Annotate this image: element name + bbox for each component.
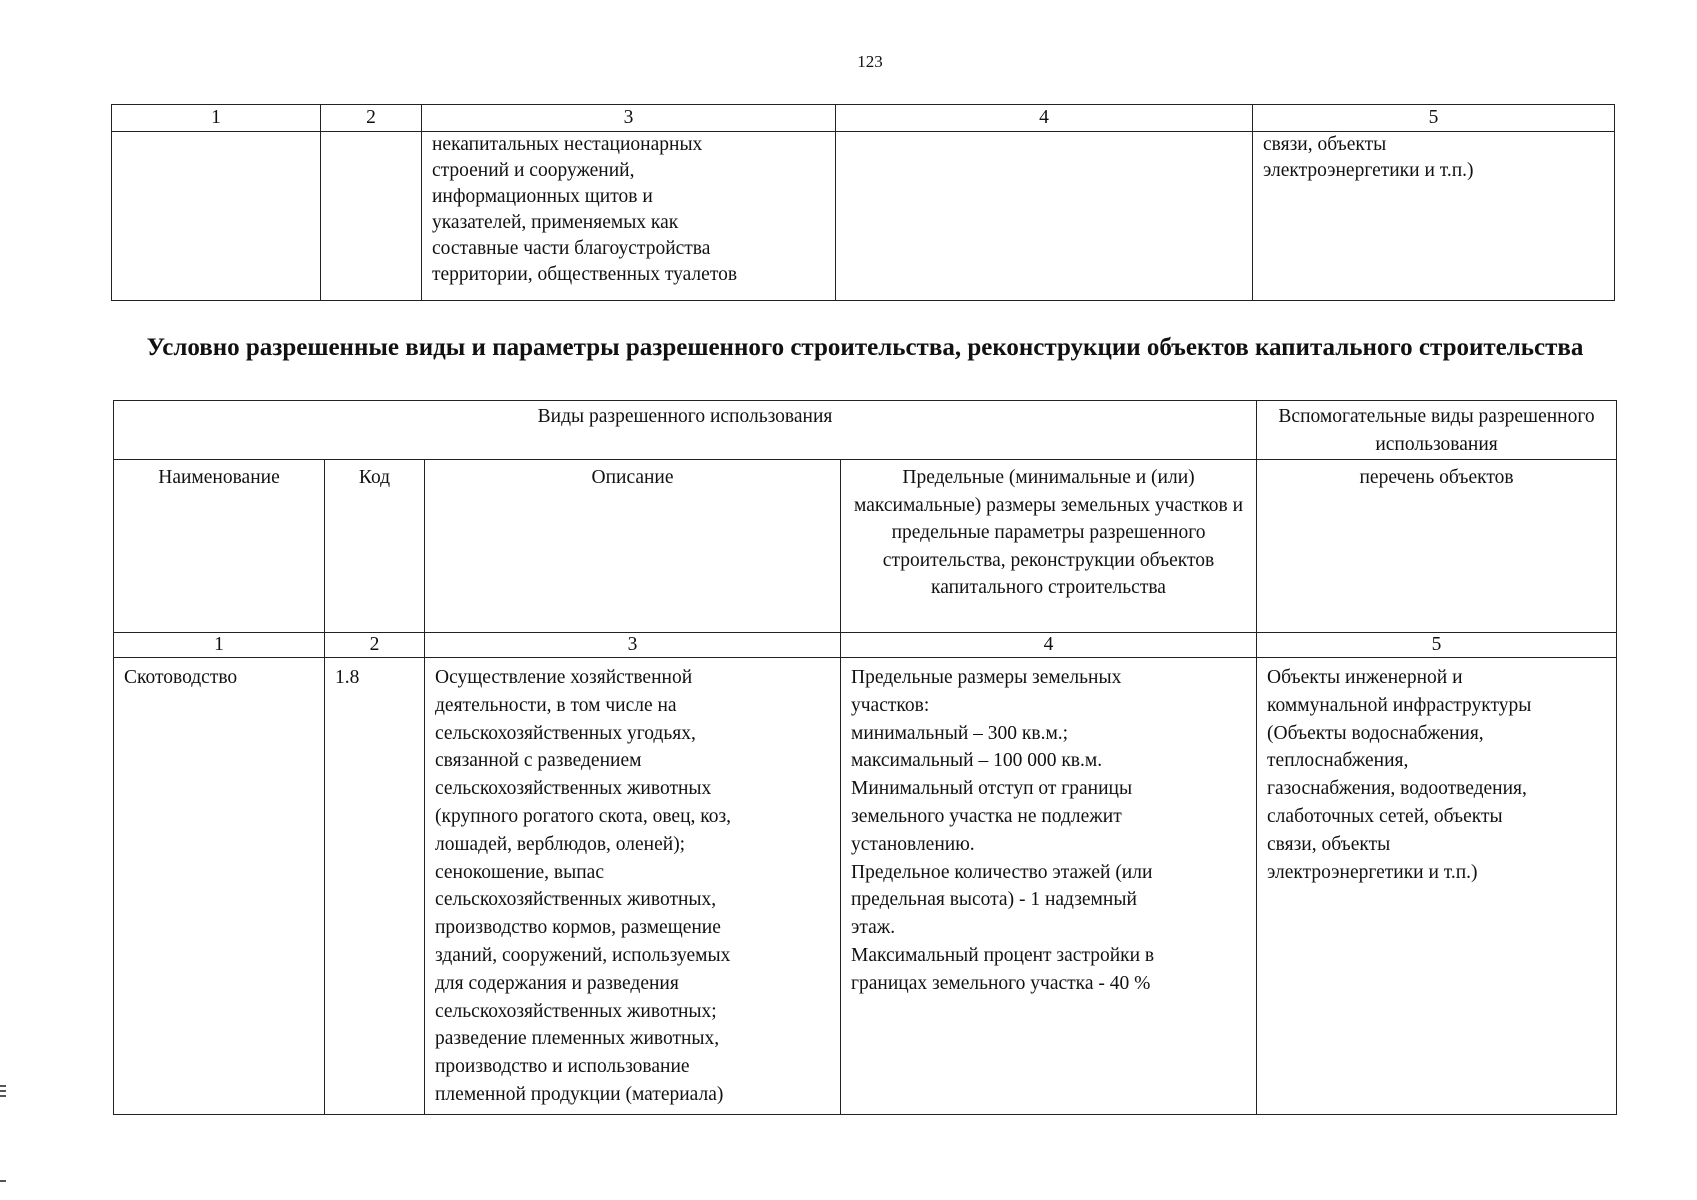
cell-line: земельного участка не подлежит — [851, 805, 1122, 827]
column-number-row — [114, 633, 1617, 658]
continued-table — [111, 104, 1615, 301]
group-header-permitted-uses: Виды разрешенного использования — [114, 401, 1257, 460]
cell-line: связанной с разведением — [435, 750, 642, 772]
header-name: Наименование — [114, 460, 325, 633]
auxiliary-objects-cell — [1253, 132, 1615, 301]
cell-line: связи, объекты — [1263, 134, 1387, 155]
column-number: 4 — [836, 105, 1253, 132]
table-row — [112, 132, 1615, 301]
margin-tick — [0, 1090, 6, 1092]
cell-line: сельскохозяйственных угодьях, — [435, 722, 696, 744]
section-title: Условно разрешенные виды и параметры разрешенного строительства, реконструкции объектов капитального строительства — [146, 334, 1584, 361]
cell-line: Максимальный процент застройки в — [851, 944, 1155, 966]
margin-tick — [0, 1180, 6, 1182]
cell-line: для содержания и разведения — [435, 972, 679, 994]
column-number: 4 — [841, 633, 1257, 658]
cell-line: Предельное количество этажей (или — [851, 861, 1153, 883]
cell-line: составные части благоустройства — [432, 238, 711, 259]
code-cell: 1.8 — [325, 658, 425, 1115]
auxiliary-objects-cell — [1257, 658, 1617, 1115]
cell-line: Объекты инженерной и — [1267, 667, 1463, 688]
margin-tick — [0, 1085, 6, 1087]
column-number: 5 — [1253, 105, 1615, 132]
cell-line: некапитальных нестационарных — [432, 134, 703, 155]
cell-line: лошадей, верблюдов, оленей); — [435, 833, 686, 855]
name-cell: Скотоводство — [114, 658, 325, 1115]
cell-line: (крупного рогатого скота, овец, коз, — [435, 805, 732, 827]
table-row — [114, 658, 1617, 1115]
cell-line: (Объекты водоснабжения, — [1267, 722, 1484, 744]
cell-line: производство кормов, размещение — [435, 917, 721, 939]
cell-line: сельскохозяйственных животных; — [435, 1000, 717, 1022]
column-number-row — [112, 105, 1615, 132]
parameters-cell — [836, 132, 1253, 301]
cell-line: зданий, сооружений, используемых — [435, 944, 731, 966]
cell-line: производство и использование — [435, 1056, 690, 1078]
cell-line: предельная высота) - 1 надземный — [851, 889, 1137, 911]
header-parameters: Предельные (минимальные и (или) максимальные) размеры земельных участков и предельные параметры разрешенного строительства, реконструкции объектов капитального строительства — [841, 460, 1257, 633]
cell-line: участков: — [851, 694, 930, 716]
permitted-use-table — [113, 400, 1617, 1115]
header-description: Описание — [425, 460, 841, 633]
cell-line: коммунальной инфраструктуры — [1267, 694, 1532, 716]
cell-line: сельскохозяйственных животных — [435, 778, 712, 800]
group-header-auxiliary-uses: Вспомогательные виды разрешенного использования — [1257, 401, 1617, 460]
cell-line: сельскохозяйственных животных, — [435, 889, 717, 911]
cell-line: сенокошение, выпас — [435, 861, 604, 883]
column-number: 1 — [114, 633, 325, 658]
code-cell — [321, 132, 422, 301]
cell-line: связи, объекты — [1267, 833, 1391, 855]
description-cell — [425, 658, 841, 1115]
cell-line: информационных щитов и — [432, 186, 653, 207]
column-number: 5 — [1257, 633, 1617, 658]
column-number: 3 — [425, 633, 841, 658]
cell-line: границах земельного участка - 40 % — [851, 972, 1151, 994]
cell-line: этаж. — [851, 917, 896, 939]
page-number: 123 — [857, 52, 883, 71]
cell-line: племенной продукции (материала) — [435, 1083, 724, 1105]
cell-line: деятельности, в том числе на — [435, 694, 677, 716]
cell-line: указателей, применяемых как — [432, 212, 679, 233]
group-header-row — [114, 401, 1617, 460]
cell-line: газоснабжения, водоотведения, — [1267, 778, 1527, 800]
column-header-row — [114, 460, 1617, 633]
cell-line: Осуществление хозяйственной — [435, 667, 693, 688]
header-code: Код — [325, 460, 425, 633]
column-number: 2 — [325, 633, 425, 658]
cell-line: минимальный – 300 кв.м.; — [851, 722, 1069, 744]
column-number: 2 — [321, 105, 422, 132]
cell-line: теплоснабжения, — [1267, 750, 1409, 772]
column-number: 1 — [112, 105, 321, 132]
cell-line: электроэнергетики и т.п.) — [1263, 160, 1474, 181]
cell-line: максимальный – 100 000 кв.м. — [851, 750, 1103, 772]
cell-line: Предельные размеры земельных — [851, 667, 1122, 688]
cell-line: слаботочных сетей, объекты — [1267, 805, 1503, 827]
cell-line: установлению. — [851, 833, 975, 855]
cell-line: строений и сооружений, — [432, 160, 635, 181]
cell-line: Минимальный отступ от границы — [851, 778, 1133, 800]
header-objects: перечень объектов — [1257, 460, 1617, 633]
cell-line: территории, общественных туалетов — [432, 264, 738, 285]
name-cell — [112, 132, 321, 301]
parameters-cell — [841, 658, 1257, 1115]
column-number: 3 — [422, 105, 836, 132]
description-cell — [422, 132, 836, 301]
cell-line: разведение племенных животных, — [435, 1028, 720, 1050]
margin-tick — [0, 1095, 6, 1097]
cell-line: электроэнергетики и т.п.) — [1267, 861, 1478, 883]
